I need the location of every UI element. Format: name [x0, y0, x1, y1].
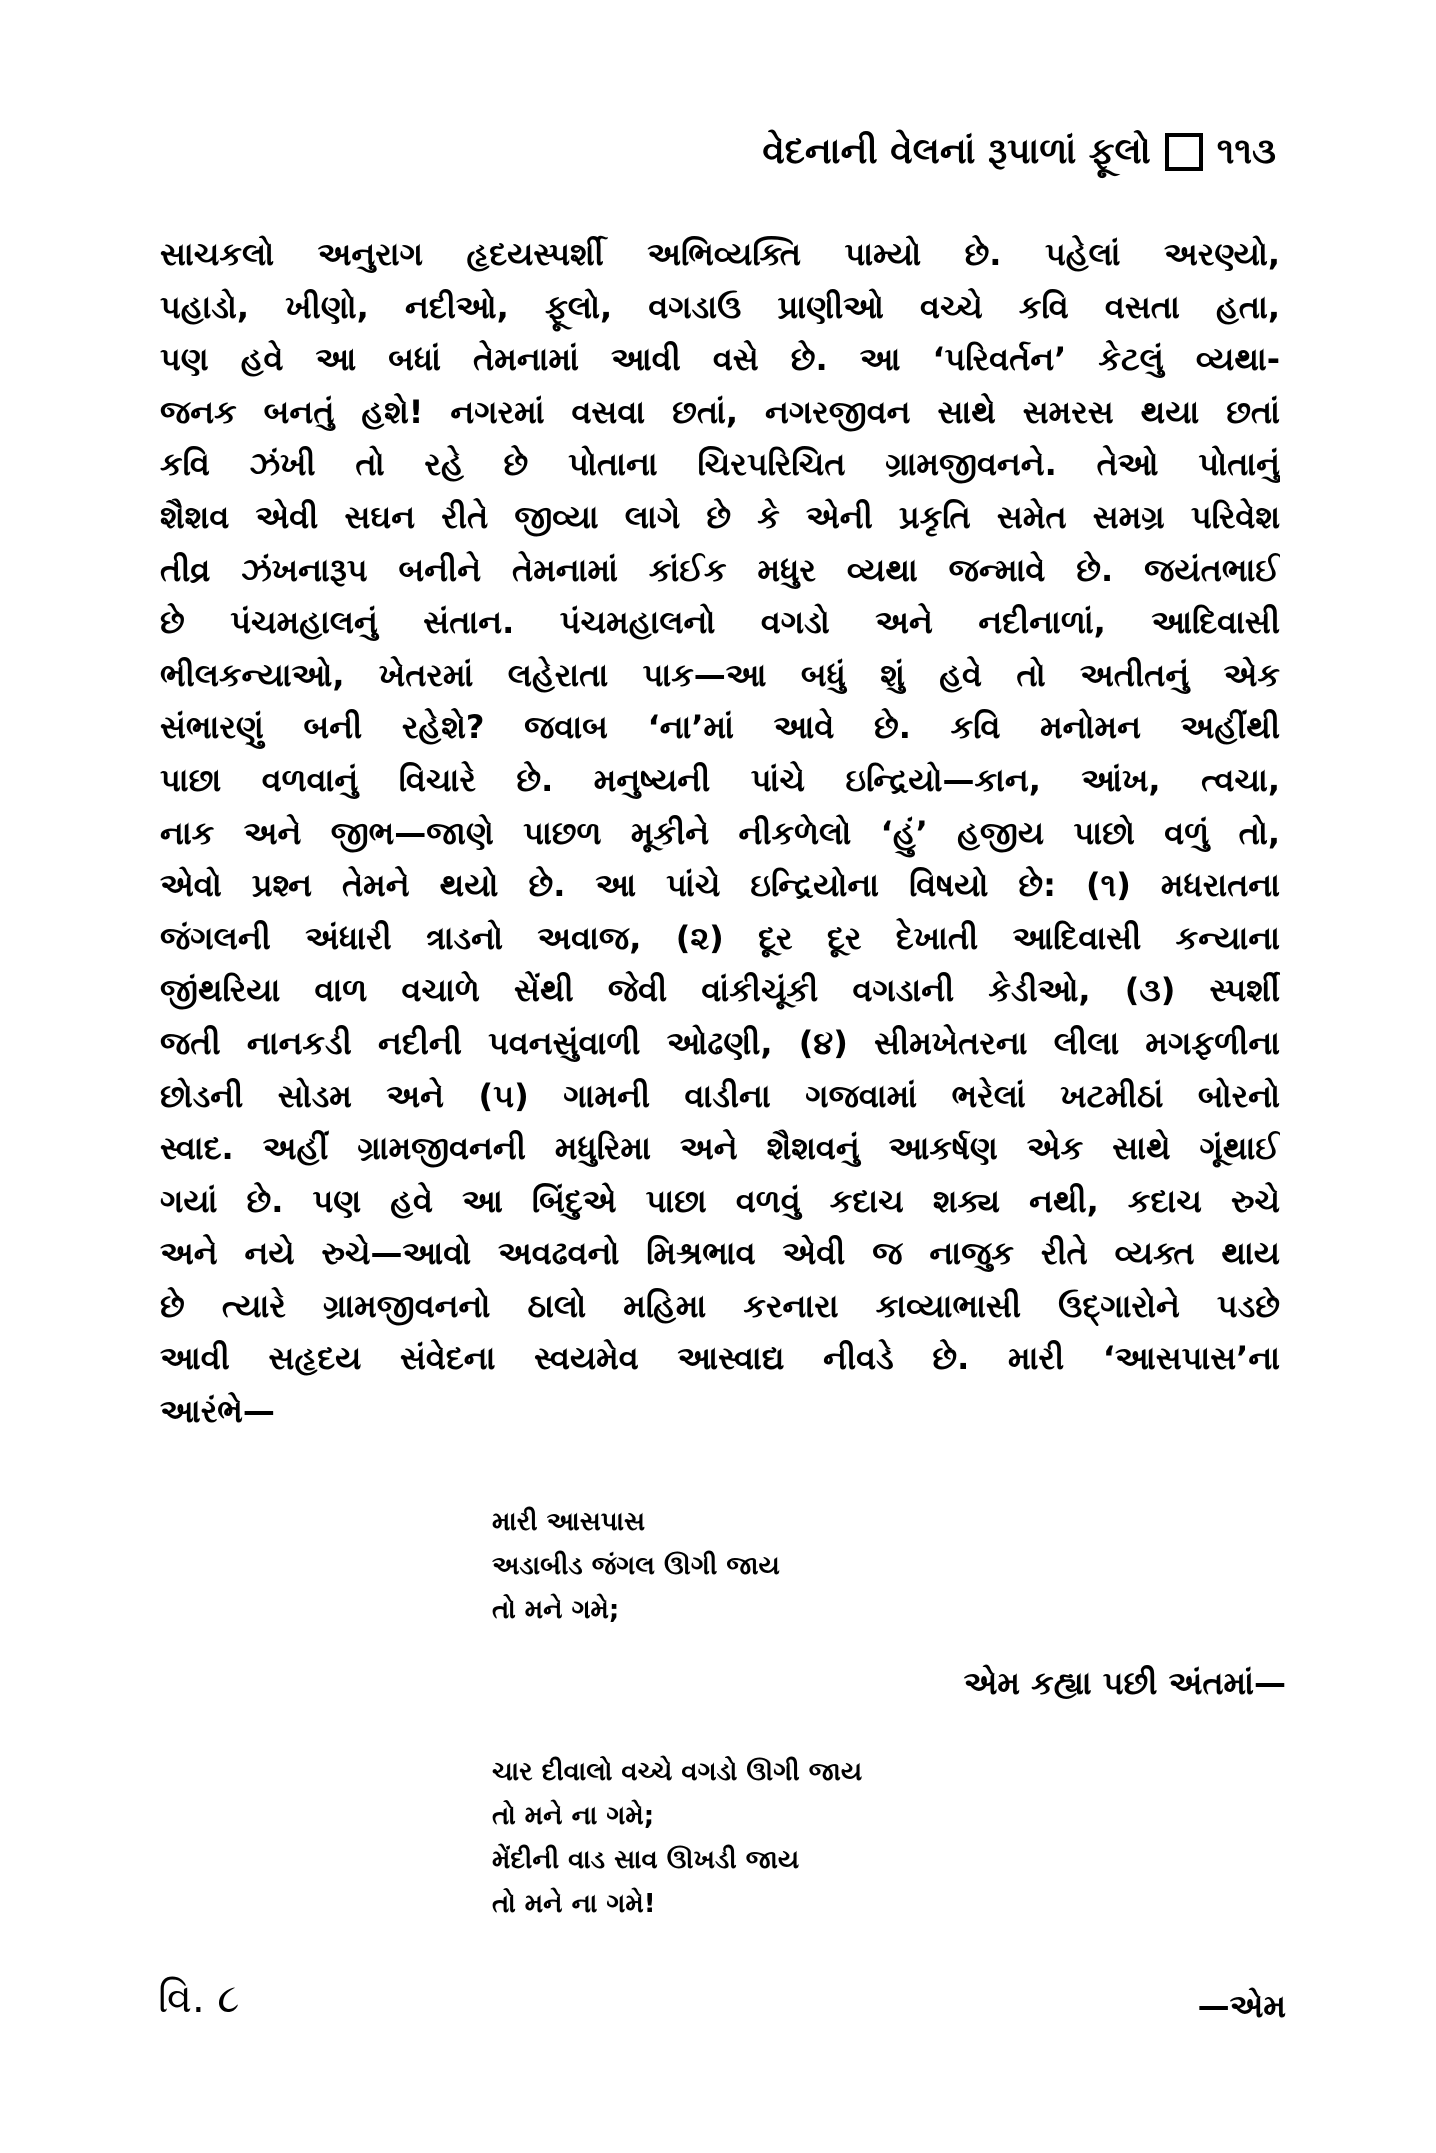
body-line: જતી નાનકડી નદીની પવનસુંવાળી ઓઢણી, (૪) સીમખેતરના લીલા મગફળીના [160, 1023, 1280, 1062]
body-line: છે પંચમહાલનું સંતાન. પંચમહાલનો વગડો અને નદીનાળાં, આદિવાસી [160, 603, 1280, 642]
body-line: પાછા વળવાનું વિચારે છે. મનુષ્યની પાંચે ઇન્દ્રિયો—કાન, આંખ, ત્વચા, [160, 760, 1280, 799]
verse-line: ચાર દીવાલો વચ્ચે વગડો ઊગી જાય [492, 1757, 863, 1787]
square-ornament-icon [1165, 133, 1203, 171]
page-number: ૧૧૩ [1216, 131, 1276, 172]
body-line: જીંથરિયા વાળ વચાળે સેંથી જેવી વાંકીચૂંકી વગડાની કેડીઓ, (૩) સ્પર્શી [160, 971, 1280, 1010]
verse-quote-second [492, 1750, 862, 1926]
body-line: સંભારણું બની રહેશે? જવાબ ‘ના’માં આવે છે. કવિ મનોમન અહીંથી [160, 708, 1280, 747]
verse-line: તો મને ના ગમે! [492, 1889, 656, 1919]
verse-line: મેંદીની વાડ સાવ ઊખડી જાય [492, 1845, 800, 1875]
body-line: છોડની સોડમ અને (૫) ગામની વાડીના ગજવામાં ભરેલાં ખટમીઠાં બોરનો [160, 1076, 1280, 1115]
verse-quote-first [492, 1500, 780, 1632]
running-head [762, 133, 1276, 171]
body-line: આવી સહૃદય સંવેદના સ્વયમેવ આસ્વાદ્ય નીવડે છે. મારી ‘આસપાસ’ના [160, 1339, 1280, 1378]
verse-line: તો મને ના ગમે; [492, 1801, 655, 1831]
transition-line: એમ કહ્યા પછી અંતમાં— [963, 1664, 1286, 1702]
body-line: સાચકલો અનુરાગ હૃદયસ્પર્શી અભિવ્યક્તિ પામ્યો છે. પહેલાં અરણ્યો, [160, 235, 1280, 273]
body-line: પણ હવે આ બધાં તેમનામાં આવી વસે છે. આ ‘પરિવર્તન’ કેટલું વ્યથા- [160, 340, 1280, 379]
body-line: ભીલકન્યાઓ, ખેતરમાં લહેરાતા પાક—આ બધું શું હવે તો અતીતનું એક [160, 655, 1280, 694]
body-line: છે ત્યારે ગ્રામજીવનનો ઠાલો મહિમા કરનારા કાવ્યાભાસી ઉદ્ગારોને પડછે [160, 1286, 1280, 1325]
body-line: ગયાં છે. પણ હવે આ બિંદુએ પાછા વળવું કદાચ શક્ય નથી, કદાચ રુચે [160, 1181, 1280, 1220]
signature-mark: વિ. ૮ [158, 1976, 240, 2022]
body-paragraph [160, 228, 1280, 1438]
body-line: નાક અને જીભ—જાણે પાછળ મૂકીને નીકળેલો ‘હું’ હજીય પાછો વળું તો, [160, 813, 1280, 852]
body-line: કવિ ઝંખી તો રહે છે પોતાના ચિરપરિચિત ગ્રામજીવનને. તેઓ પોતાનું [160, 445, 1280, 484]
verse-line: મારી આસપાસ [492, 1507, 646, 1537]
body-line: અને નયે રુચે—આવો અવઢવનો મિશ્રભાવ એવી જ નાજુક રીતે વ્યક્ત થાય [160, 1234, 1280, 1273]
verse-line: અડાબીડ જંગલ ઊગી જાય [492, 1551, 780, 1581]
body-line: એવો પ્રશ્ન તેમને થયો છે. આ પાંચે ઇન્દ્રિયોના વિષયો છે: (૧) મધરાતના [160, 866, 1280, 905]
running-head-title: વેદનાની વેલનાં રૂપાળાં ફૂલો [762, 131, 1151, 172]
continuation-word: —એમ [1197, 1987, 1286, 2025]
body-line: પહાડો, ખીણો, નદીઓ, ફૂલો, વગડાઉ પ્રાણીઓ વચ્ચે કવિ વસતા હતા, [160, 287, 1280, 326]
body-line: જંગલની અંધારી ત્રાડનો અવાજ, (૨) દૂર દૂર દેખાતી આદિવાસી કન્યાના [160, 918, 1280, 957]
body-line: તીવ્ર ઝંખનારૂપ બનીને તેમનામાં કાંઈક મધુર વ્યથા જન્માવે છે. જયંતભાઈ [160, 550, 1280, 589]
body-line: આરંભે— [160, 1392, 275, 1431]
body-line: જનક બનતું હશે! નગરમાં વસવા છતાં, નગરજીવન સાથે સમરસ થયા છતાં [160, 392, 1280, 431]
verse-line: તો મને ગમે; [492, 1595, 620, 1625]
body-line: સ્વાદ. અહીં ગ્રામજીવનની મધુરિમા અને શૈશવનું આકર્ષણ એક સાથે ગૂંથાઈ [160, 1129, 1280, 1168]
body-line: શૈશવ એવી સઘન રીતે જીવ્યા લાગે છે કે એની પ્રકૃતિ સમેત સમગ્ર પરિવેશ [160, 497, 1280, 536]
